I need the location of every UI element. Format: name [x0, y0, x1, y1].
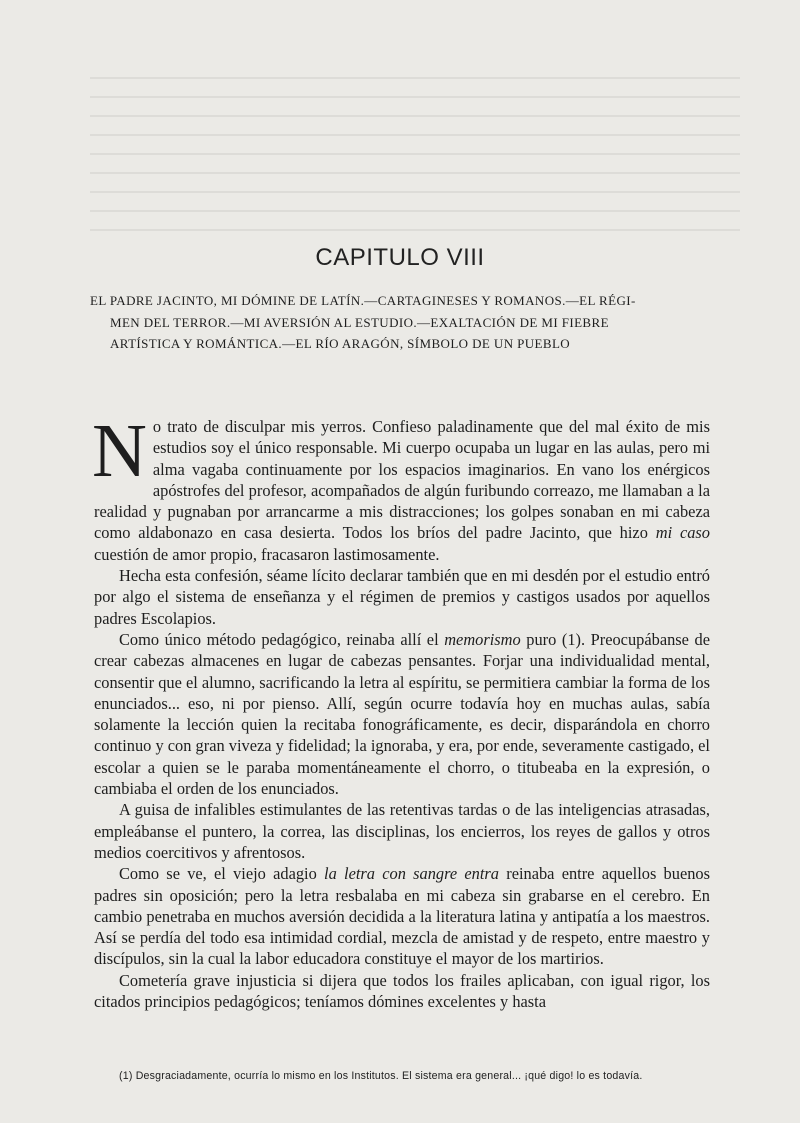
- summary-line: ARTÍSTICA Y ROMÁNTICA.—EL RÍO ARAGÓN, SÍMBOLO DE UN PUEBLO: [110, 336, 571, 351]
- paragraph: Como único método pedagógico, reinaba allí el memorismo puro (1). Preocupábanse de crear cabezas almacenes en lugar de cabezas pensantes. Forjar una individualidad mental, consentir que el alumno, sacrificando la letra al espíritu, se permitiera cambiar la forma de los enunciados... eso, ni por pienso. Allí, según ocurre todavía hoy en muchas aulas, sabía solamente la lección quien la recitaba fonográficamente, es decir, disparándola en chorro continuo y con gran viveza y fidelidad; la ignoraba, y era, por ende, severamente castigado, el escolar a quien se le paraba momentáneamente el chorro, o titubeaba en la expresión, o cambiaba el orden de los enunciados.: [94, 629, 710, 799]
- paragraph: Como se ve, el viejo adagio la letra con sangre entra reinaba entre aquellos buenos padres sin oposición; pero la letra resbalaba en mi cabeza sin grabarse en el cerebro. En cambio penetraba en muchos aversión decidida a la literatura latina y antipatía a los maestros. Así se perdía del todo esa intimidad cordial, mezcla de amistad y de respeto, entre maestro y discípulos, sin la cual la labor educadora constituye el mayor de los martirios.: [94, 864, 710, 969]
- paragraph: A guisa de infalibles estimulantes de las retentivas tardas o de las inteligencias atrasadas, empleábanse el puntero, la correa, las disciplinas, los encierros, los reyes de gallos y otros medios coercitivos y afrentosos.: [94, 800, 710, 862]
- footnote: [94, 1068, 710, 1085]
- chapter-summary: [90, 290, 708, 355]
- footnote-text: (1) Desgraciadamente, ocurría lo mismo en los Institutos. El sistema era general... ¡qué digo! lo es todavía.: [119, 1070, 643, 1082]
- paragraph: Cometería grave injusticia si dijera que todos los frailes aplicaban, con igual rigor, los citados principios pedagógicos; teníamos dómines excelentes y hasta: [94, 970, 710, 1012]
- summary-line: MEN DEL TERROR.—MI AVERSIÓN AL ESTUDIO.—EXALTACIÓN DE MI FIEBRE: [110, 314, 609, 330]
- chapter-title: CAPITULO VIII: [315, 244, 485, 271]
- drop-cap: N: [92, 409, 147, 493]
- paragraph: No trato de disculpar mis yerros. Confieso paladinamente que del mal éxito de mis estudios soy el único responsable. Mi cuerpo ocupaba un lugar en las aulas, pero mi alma vagaba continuamente por los espacios imaginarios. En vano los enérgicos apóstrofes del profesor, acompañados de algún furibundo correazo, me llamaban a la realidad y pugnaban por arrancarme a mis distracciones; los golpes sonaban en mi cabeza como aldabonazo en casa desierta. Todos los bríos del padre Jacinto, que hizo mi caso cuestión de amor propio, fracasaron lastimosamente.: [92, 409, 710, 564]
- paragraph: Hecha esta confesión, séame lícito declarar también que en mi desdén por el estudio entró por algo el sistema de enseñanza y el régimen de premios y castigos usados por aquellos padres Escolapios.: [94, 566, 710, 628]
- summary-line: EL PADRE JACINTO, MI DÓMINE DE LATÍN.—CARTAGINESES Y ROMANOS.—EL RÉGI-: [90, 293, 636, 308]
- body-text: [92, 409, 710, 1012]
